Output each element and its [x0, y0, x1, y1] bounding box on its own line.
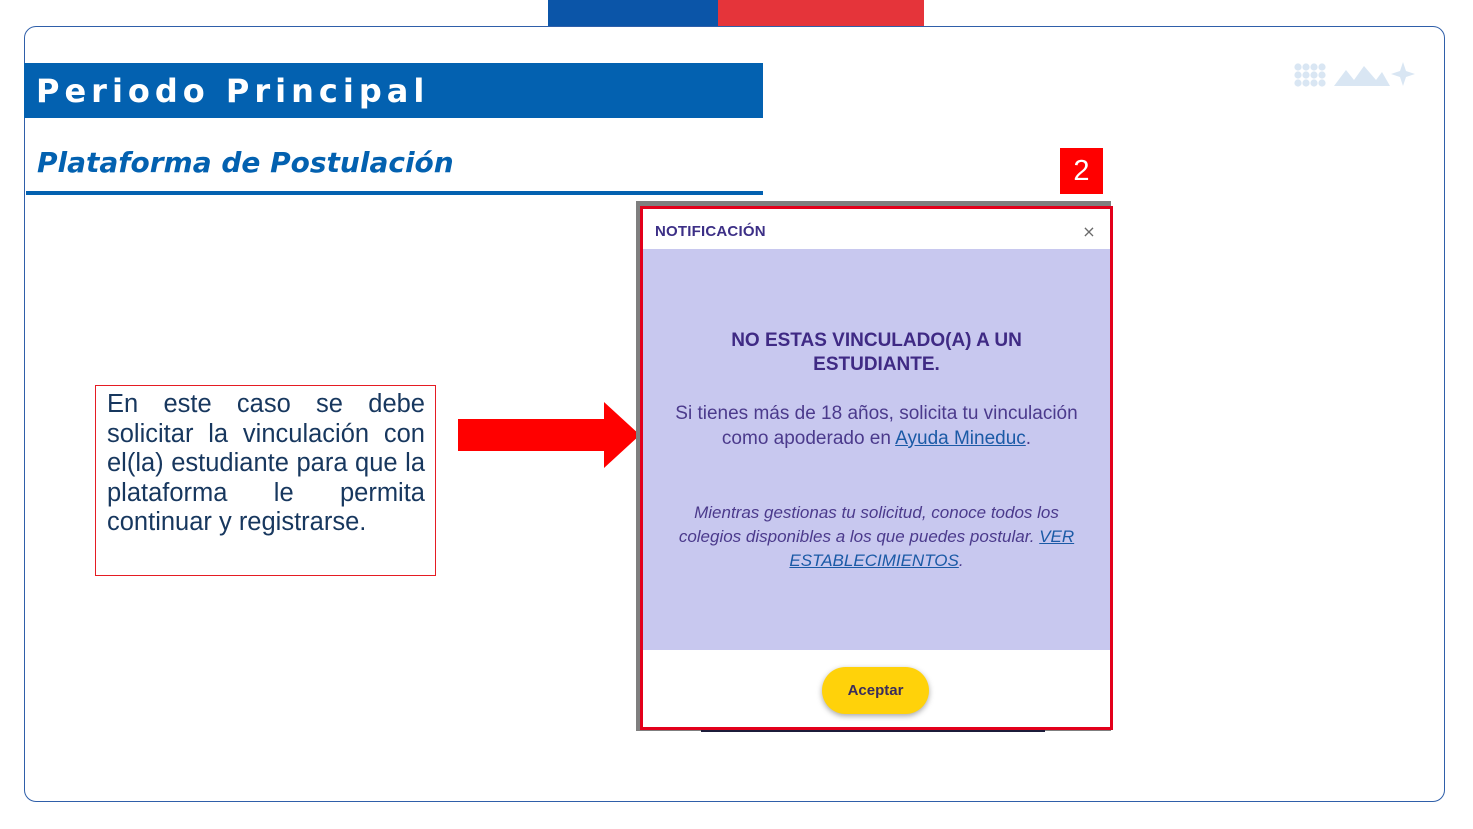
dialog-message-text: Si tienes más de 18 años, solicita tu vinculación como apoderado en: [675, 403, 1078, 449]
dialog-footer: [643, 650, 1110, 727]
notification-dialog: [640, 206, 1113, 730]
dialog-heading-line2: ESTUDIANTE.: [813, 354, 940, 375]
red-arrow-right-icon: [458, 402, 640, 468]
dialog-message-end: .: [1025, 428, 1032, 449]
close-icon[interactable]: ×: [1082, 222, 1096, 241]
dialog-header: [643, 209, 1110, 249]
flag-stripe-red: [718, 0, 924, 26]
dialog-note: [665, 501, 1088, 573]
flag-stripe-blue: [548, 0, 718, 26]
slide-title: Periodo Principal: [24, 63, 763, 118]
dialog-title: NOTIFICACIÓN: [655, 223, 766, 240]
dialog-heading-line1: NO ESTAS VINCULADO(A) A UN: [731, 330, 1022, 351]
dialog-note-end: .: [958, 551, 964, 570]
view-schools-link[interactable]: VER ESTABLECIMIENTOS: [789, 527, 1075, 570]
step-number-badge: 2: [1060, 148, 1103, 194]
dialog-heading: [673, 329, 1080, 377]
slide-subtitle: Plataforma de Postulación: [37, 146, 454, 179]
subtitle-divider: [26, 191, 763, 195]
dialog-message: [673, 401, 1080, 451]
dialog-note-text: Mientras gestionas tu solicitud, conoce todos los colegios disponibles a los que puedes postular.: [678, 503, 1059, 546]
instruction-note: [95, 385, 436, 576]
help-mineduc-link[interactable]: Ayuda Mineduc: [895, 428, 1026, 449]
accept-button[interactable]: Aceptar: [822, 667, 929, 714]
mineduc-logo-icon: [1292, 58, 1416, 90]
dialog-body: [643, 249, 1110, 650]
instruction-text: En este caso se debe solicitar la vinculación con el(la) estudiante para que la plataforma le permita continuar y registrarse.: [107, 390, 425, 537]
